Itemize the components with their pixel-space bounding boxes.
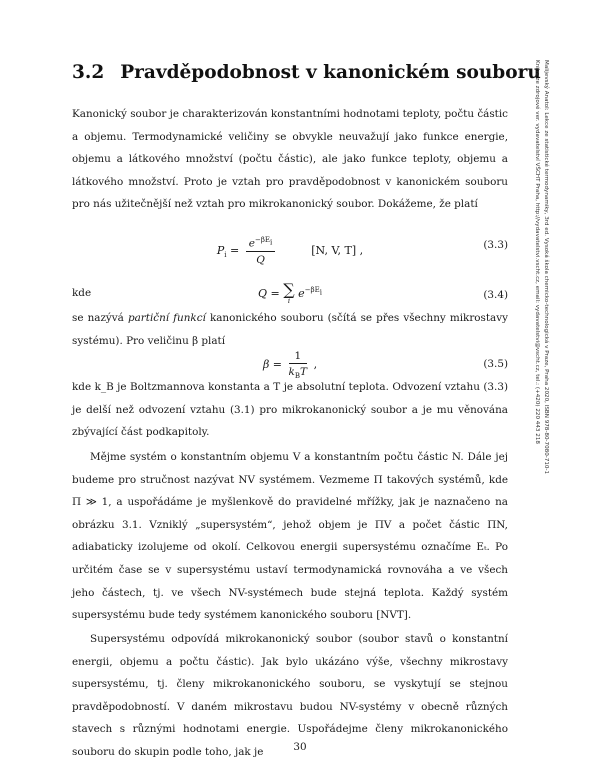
paragraph-boltzmann: kde k_B je Boltzmannova konstanta a T je absolutní teplota. Odvození vztahu (3.3) je delší než odvození vztahu (3.1) pro mikrokanonický soubor a je mu věnována zbývající část podkapitoly. xyxy=(72,381,508,439)
section-number: 3.2 xyxy=(72,62,105,83)
equation-3-3 xyxy=(72,236,508,276)
equation-number: (3.3) xyxy=(483,239,508,251)
equation-3-5-formula: β = $\frac{1}{k_BT}$ , xyxy=(262,350,318,381)
paragraph-intro: Kanonický soubor je charakterizován konstantními hodnotami teploty, počtu částic a objemu. Termodynamické veličiny se obvykle neuvažují jako funkce energie, objemu a látkového množství (počtu částic), ale jako funkce teploty, objemu a látkového množství. Proto je vztah pro pravděpodobnost v kanonickém souboru pro nás užitečnější než vztah pro mikrokanonický soubor. Dokážeme, že platí xyxy=(72,108,508,211)
equation-number: (3.4) xyxy=(483,289,508,301)
side-copyright-note xyxy=(520,60,560,700)
page-number: 30 xyxy=(293,741,307,753)
sum-symbol: ∑ i xyxy=(283,280,295,305)
paragraph-microcanonical: Supersystému odpovídá mikrokanonický soubor (soubor stavů o konstantní energii, objemu a počtu částic). Jak bylo ukázáno výše, všechny mikrostavy supersystému, tj. členy mikrokanonického souboru, se vyskytují se stejnou pravděpodobností. V daném mikrostavu budou NV-systémy v obecně různých stavech s různými hodnotami energie. Uspořádejme členy mikrokanonického souboru do skupin podle toho, jak je xyxy=(72,633,508,758)
equation-number: (3.5) xyxy=(483,358,508,370)
side-note-line-2: Kniha ze zdrojové ver. vydavatelství VŠCHT Praha, http://vydavatelstvi.vscht.cz, email: vydavatelstvi@vscht.cz, tel.: (+420) 220 443 218 xyxy=(534,60,540,444)
fraction: $\frac{1}{k_BT}$ xyxy=(288,350,308,381)
text-kde: kde xyxy=(72,287,92,299)
emphasis-term: partiční funkcí xyxy=(127,312,206,324)
equation-3-4-formula: Q = ∑ i $e^{-\beta E_i}$ xyxy=(258,280,322,305)
fraction: $\frac{e^{-\beta E_i}}{Q}$ xyxy=(246,236,276,266)
equation-3-3-condition: [N, V, T] , xyxy=(311,243,364,257)
paragraph-partition-function: se nazývá partiční funkcí kanonického souboru (sčítá se přes všechny mikrostavy systému). Pro veličinu β platí xyxy=(72,312,508,347)
paragraph-supersystem: Mějme systém o konstantním objemu V a konstantním počtu částic N. Dále jej budeme pro stručnost nazývat NV systémem. Vezmeme Π takových systémů, kde Π ≫ 1, a uspořádáme je myšlenkově do pravidelné mřížky, jak je naznačeno na obrázku 3.1. Vzniklý „supersystém“, jehož objem je ΠV a počet částic ΠN, adiabaticky izolujeme od okolí. Celkovou energii supersystému označíme Eₜ. Po určitém čase se v supersystému ustaví termodynamická rovnováha a ve všech jeho částech, tj. ve všech NV-systémech bude stejná teplota. Každý systém supersystému bude tedy systémem kanonického souboru [NVT]. xyxy=(72,451,508,622)
side-note-line-1: Malijevský Anatol: Lekce ze statistické termodynamiky, 3rd ed. Vysoká škola chemicko-technologická v Praze, Praha 2020, ISBN 978-80-7080-710-1 xyxy=(543,60,549,475)
equation-3-3-formula: $P_i$ = $\frac{e^{-\beta E_i}}{Q}$ [N, V, T] , xyxy=(216,236,364,266)
section-heading xyxy=(72,62,541,83)
section-title-text: Pravděpodobnost v kanonickém souboru xyxy=(120,62,541,83)
